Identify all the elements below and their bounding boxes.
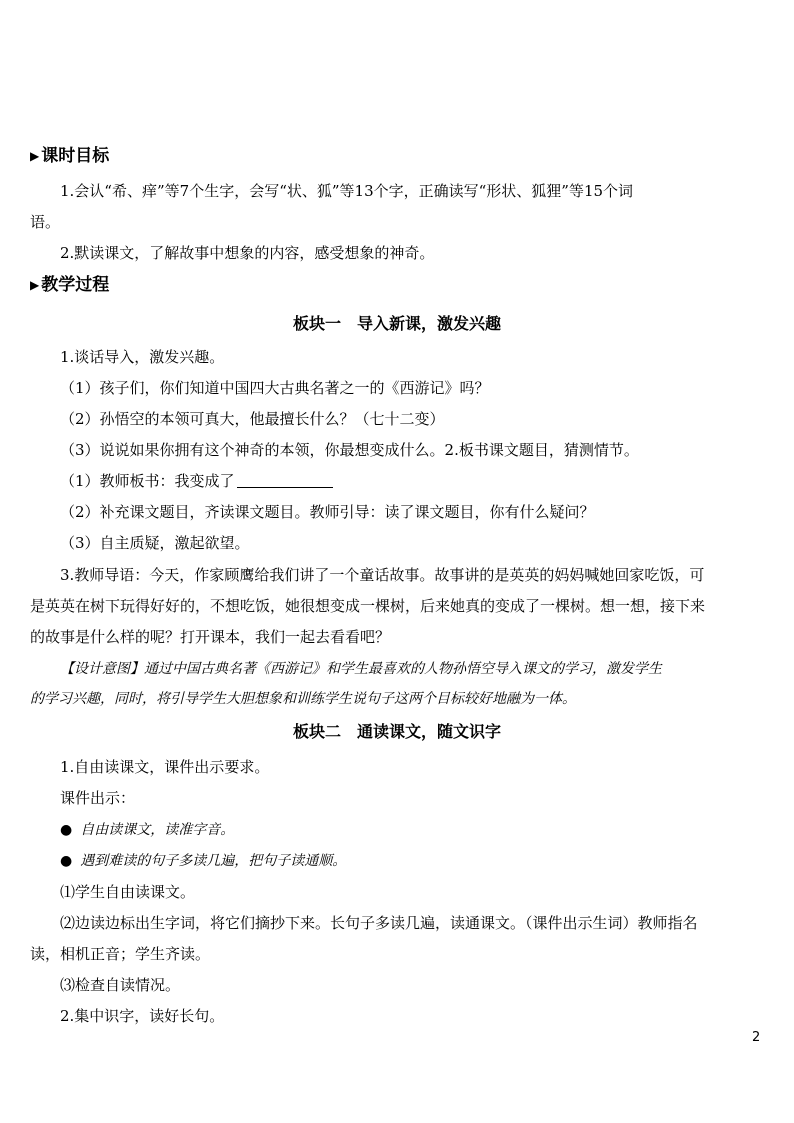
goal-2: 2.默读课文，了解故事中想象的内容，感受想象的神奇。 bbox=[60, 244, 435, 262]
goal-1: 1.会认“希、痒”等7个生字，会写“状、狐”等13个字，正确读写“形状、狐狸”等15个词 bbox=[60, 182, 634, 200]
block2-line-1: 1.自由读课文，课件出示要求。 bbox=[60, 758, 270, 776]
block1-line-9: 是英英在树下玩得好好的，不想吃饭，她很想变成一棵树，后来她真的变成了一棵树。想一想，接下来 bbox=[30, 597, 706, 615]
block1-line-10: 的故事是什么样的呢？打开课本，我们一起去看看吧？ bbox=[30, 628, 391, 646]
block1-line-7: （3）自主质疑，激起欲望。 bbox=[60, 534, 250, 552]
block2-line-4: ⑵边读边标出生字词，将它们摘抄下来。长句子多读几遍，读通课文。（课件出示生词）教师指名 bbox=[60, 914, 698, 932]
block1-line-6: （2）补充课文题目，齐读课文题目。教师引导：读了课文题目，你有什么疑问？ bbox=[60, 503, 595, 521]
block1-line-2: （1）孩子们，你们知道中国四大古典名著之一的《西游记》吗？ bbox=[60, 379, 490, 397]
design-intent-2: 的学习兴趣，同时，将引导学生大胆想象和训练学生说句子这两个目标较好地融为一体。 bbox=[30, 691, 576, 707]
bullet-dot-icon: ● bbox=[60, 853, 73, 869]
block1-line-8: 3.教师导语：今天，作家顾鹰给我们讲了一个童话故事。故事讲的是英英的妈妈喊她回家吃饭，可 bbox=[60, 566, 705, 584]
bullet-item-1: ● 自由读课文，读准字音。 bbox=[60, 822, 235, 838]
triangle-bullet-icon: ▶ bbox=[30, 149, 40, 163]
fill-in-blank bbox=[237, 473, 333, 488]
goal-1-cont: 语。 bbox=[30, 213, 61, 231]
block2-title: 板块二 通读课文，随文识字 bbox=[292, 722, 501, 741]
bullet-dot-icon: ● bbox=[60, 822, 73, 838]
process-heading: ▶ 教学过程 bbox=[30, 275, 110, 295]
block1-line-4: （3）说说如果你拥有这个神奇的本领，你最想变成什么。2.板书课文题目，猜测情节。 bbox=[60, 441, 639, 459]
page-number: 2 bbox=[752, 1030, 761, 1045]
block1-line-5: （1）教师板书：我变成了 bbox=[0, 471, 794, 491]
triangle-bullet-icon: ▶ bbox=[30, 278, 40, 292]
bullet-item-2: ● 遇到难读的句子多读几遍，把句子读通顺。 bbox=[60, 853, 347, 869]
block2-line-6: ⑶检查自读情况。 bbox=[60, 976, 181, 994]
block2-line-2: 课件出示： bbox=[60, 789, 136, 807]
block1-line-3: （2）孙悟空的本领可真大，他最擅长什么？（七十二变） bbox=[60, 410, 445, 428]
block2-line-5: 读，相机正音；学生齐读。 bbox=[30, 945, 211, 963]
design-intent-1: 【设计意图】通过中国古典名著《西游记》和学生最喜欢的人物孙悟空导入课文的学习，激发学生 bbox=[60, 661, 662, 677]
block1-line-1: 1.谈话导入，激发兴趣。 bbox=[60, 348, 225, 366]
goals-heading: ▶ 课时目标 bbox=[30, 146, 110, 166]
block2-line-7: 2.集中识字，读好长句。 bbox=[60, 1007, 225, 1025]
block2-line-3: ⑴学生自由读课文。 bbox=[60, 883, 196, 901]
block1-title: 板块一 导入新课，激发兴趣 bbox=[292, 314, 501, 333]
